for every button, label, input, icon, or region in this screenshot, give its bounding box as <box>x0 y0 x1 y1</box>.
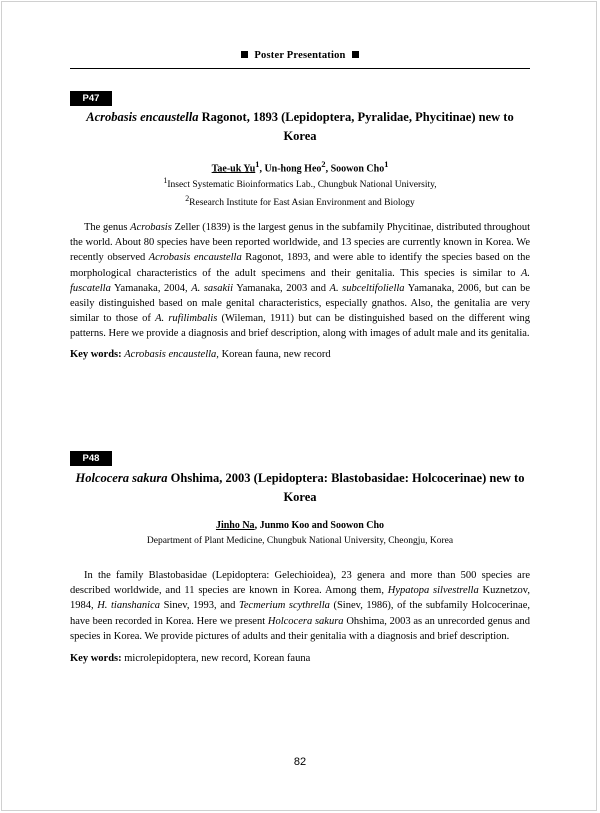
running-header <box>70 50 530 61</box>
abstract-body: In the family Blastobasidae (Lepidoptera: Gelechioidea), 23 genera and more than 500 species are described worldwide, and 11 species are known in Korea. Among them, Hypatopa silvestrella Kuznetzov, 1984, H. tianshanica Sinev, 1993, and Tecmerium scythrella (Sinev, 1986), of the subfamily Holcocerinae, have been recorded in Korea. Here we present Holcocera sakura Ohshima, 2003 as an unrecorded genus and species in Korea. We provide pictures of adults and their genitalia with a diagnosis and brief description. <box>70 570 531 642</box>
affil-sup: 1 <box>163 176 168 185</box>
italic-taxon: Holcocera sakura <box>267 615 344 627</box>
affil-text: Insect Systematic Bioinformatics Lab., Chungbuk National University, <box>167 180 437 191</box>
abstract-body: The genus Acrobasis Zeller (1839) is the largest genus in the subfamily Phycitinae, distributed throughout the world. About 80 species have been reported worldwide, and 13 species are currently known in Korea. We recently observed Acrobasis encaustella Ragonot, 1893, and were able to identify the species based on the morphological characteristics of the adult specimens and their genitalia. This species is similar to A. fuscatella Yamanaka, 2004, A. sasakii Yamanaka, 2003 and A. subceltifoliella Yamanaka, 2006, but can be easily distinguished based on male genital characteristics, especially gnathos. Also, the genitalia are very similar to those of A. rufilimbalis (Wileman, 1911) but can be distinguished based on the different wing patterns. Here we provide a diagnosis and brief description, along with images of adult male and its genitalia. <box>70 222 530 340</box>
page-number: 82 <box>293 756 307 768</box>
affil-sup: 2 <box>185 194 190 204</box>
header-label: Poster Presentation <box>254 50 346 61</box>
italic-taxon: Acrobasis <box>130 222 172 233</box>
abstract-id-badge: P48 <box>70 451 112 466</box>
italic-taxon: Tecmerium scythrella <box>239 600 330 612</box>
italic-taxon: A. sasakii <box>191 282 234 294</box>
italic-taxon: Hypatopa silvestrella <box>387 585 479 597</box>
author-sup: 2 <box>321 160 326 169</box>
square-bullet-icon <box>241 51 248 58</box>
affiliation-line: Department of Plant Medicine, Chungbuk National University, Cheongju, Korea <box>146 536 454 546</box>
author-list: Tae-uk Yu$^1$, Un-hong Heo$^2$, Soowon Cho$^1$ <box>211 160 389 175</box>
abstract-title <box>70 108 530 146</box>
affiliation-line <box>70 174 530 192</box>
keywords-line <box>70 347 530 362</box>
title-rest: Ohshima, 2003 (Lepidoptera: Blastobasidae: Holcocerinae) new to Korea <box>167 471 525 504</box>
author-sup: 1 <box>384 160 389 169</box>
title-rest: Ragonot, 1893 (Lepidoptera, Pyralidae, Phycitinae) new to Korea <box>198 110 514 143</box>
title-species: Acrobasis encaustella <box>86 110 199 124</box>
italic-taxon: Acrobasis encaustella <box>148 252 242 264</box>
keywords-label: Key words: <box>70 349 122 360</box>
italic-taxon: A. rufilimbalis <box>155 313 218 325</box>
italic-taxon: A. fuscatella <box>70 267 530 294</box>
keywords-label: Key words: <box>70 653 122 664</box>
affiliations <box>70 535 530 548</box>
author-name: Un-hong Heo <box>264 163 322 175</box>
presenting-author: Tae-uk Yu <box>211 163 256 175</box>
title-species: Holcocera sakura <box>75 471 168 485</box>
header-rule <box>70 68 530 69</box>
author-sup: 1 <box>255 160 260 169</box>
author-list: Jinho Na, Junmo Koo and Soowon Cho <box>215 520 385 531</box>
abstract-title <box>70 469 530 507</box>
italic-taxon: Acrobasis encaustella, <box>124 349 219 360</box>
affiliations <box>70 174 530 210</box>
italic-taxon: A. subceltifoliella <box>329 282 405 294</box>
square-bullet-icon <box>352 51 359 58</box>
keywords-line <box>70 651 530 666</box>
author-name: Junmo Koo and Soowon Cho <box>259 520 385 531</box>
presenting-author: Jinho Na <box>215 520 255 531</box>
keywords-value: microlepidoptera, new record, Korean fauna <box>121 653 311 664</box>
affil-text: Research Institute for East Asian Environment and Biology <box>189 198 415 209</box>
keywords-value: Acrobasis encaustella, Korean fauna, new record <box>124 349 331 360</box>
affiliation-line <box>70 192 530 210</box>
italic-taxon: H. tianshanica <box>97 600 161 612</box>
author-name: Soowon Cho <box>330 163 385 175</box>
abstract-id-badge: P47 <box>70 91 112 106</box>
